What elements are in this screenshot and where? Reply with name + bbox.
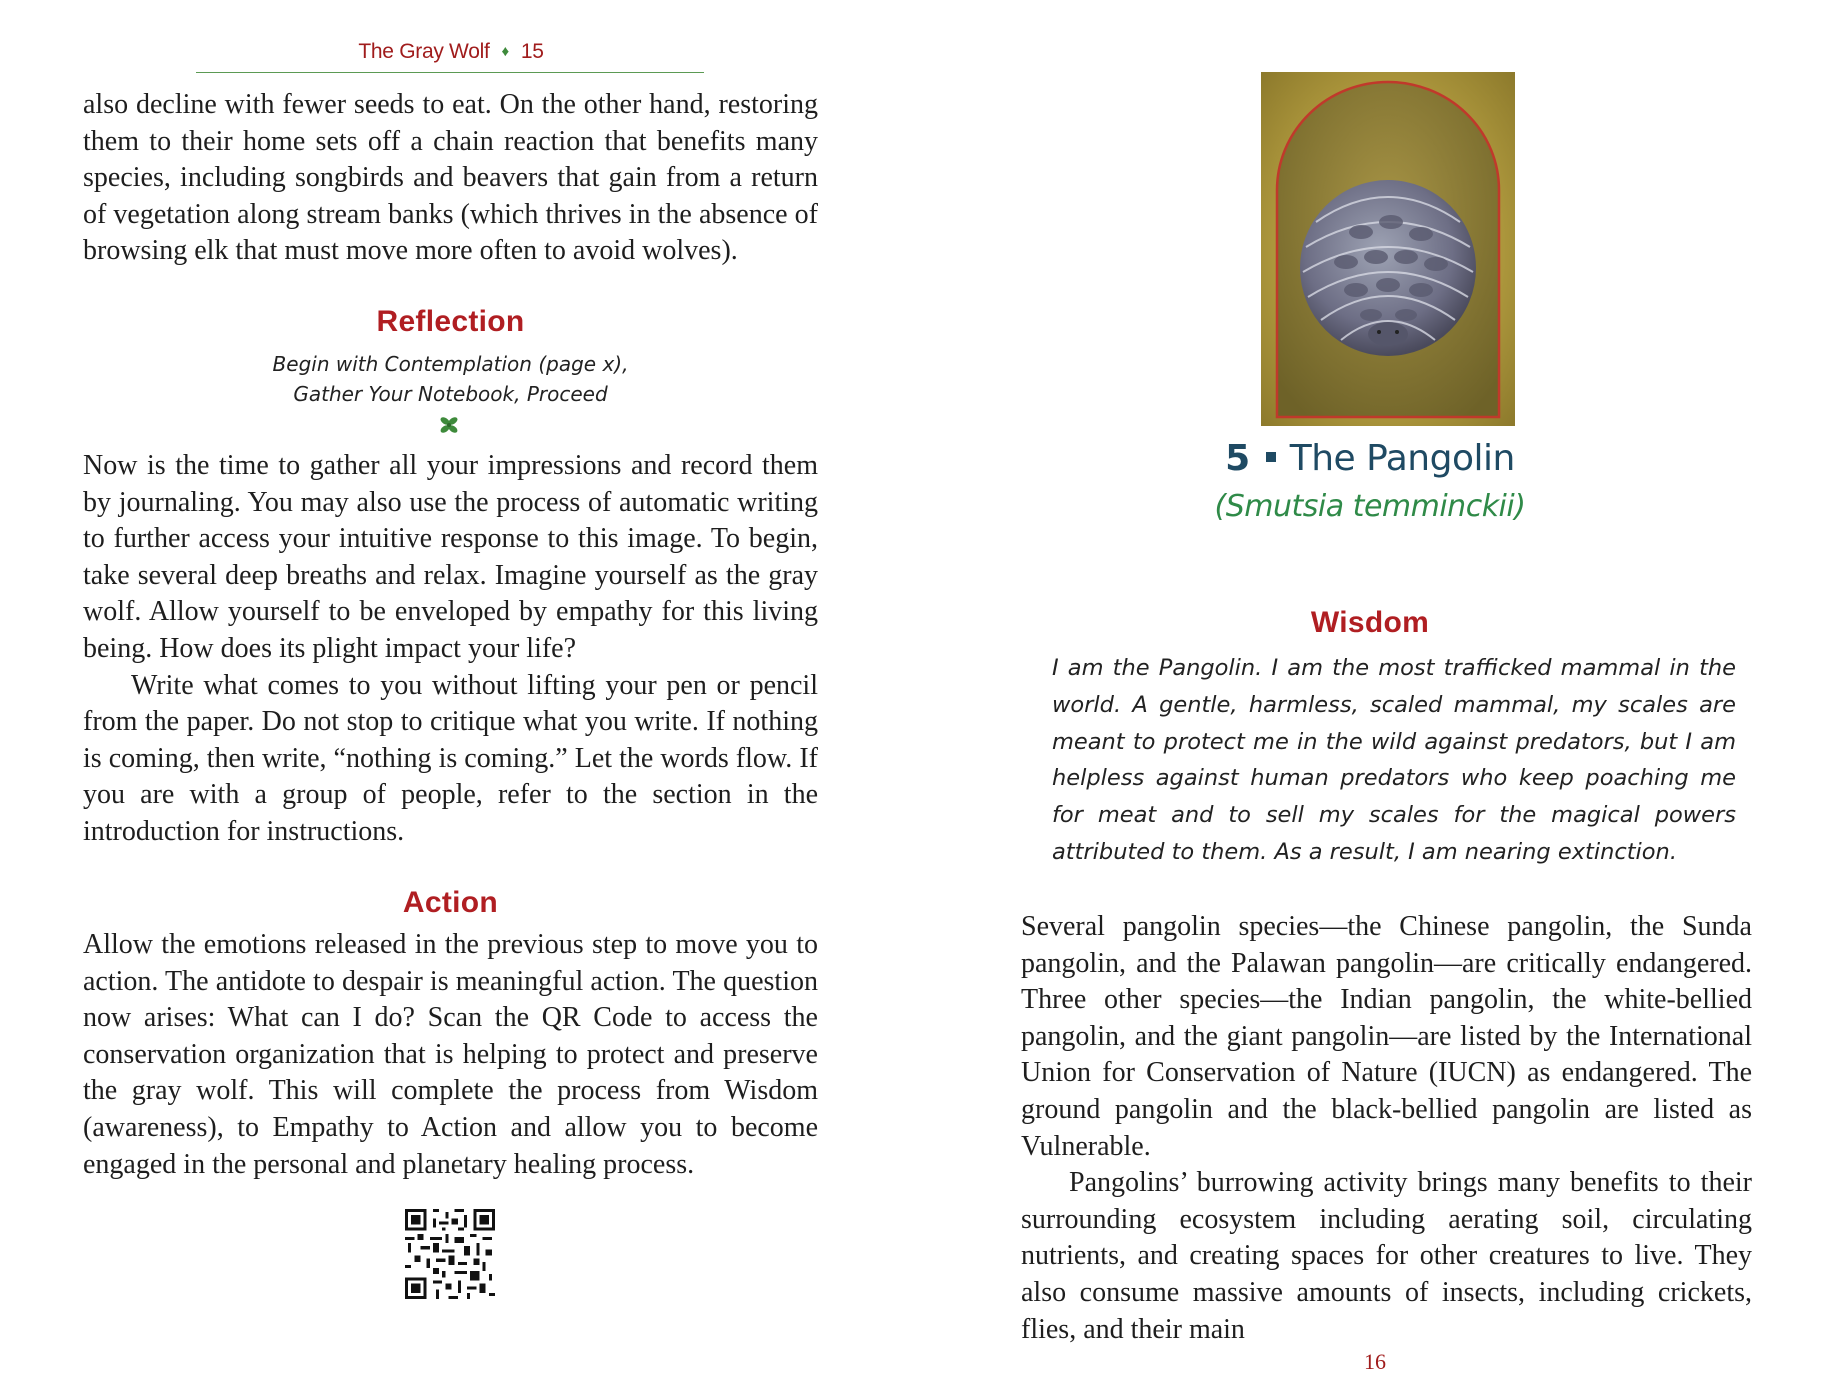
- qr-code[interactable]: [405, 1209, 495, 1299]
- body-paragraph-2: Pangolins’ burrowing activity brings many benefits to their surrounding ecosystem including aerating soil, circulating nutrients, and creating spaces for other creatures to live. They also consume massive amounts of insects, including crickets, flies, and their main: [1021, 1167, 1752, 1345]
- wisdom-quote: I am the Pangolin. I am the most trafficked mammal in the world. A gentle, harmless, scaled mammal, my scales are meant to protect me in the wild against predators, but I am helpless against human predators who keep poaching me for meat and to sell my scales for the magical powers attributed to them. As a result, I am nearing extinction.: [1052, 655, 1736, 865]
- chapter-title-text: The Pangolin: [1289, 438, 1515, 479]
- header-rule: [196, 72, 704, 73]
- action-text: [83, 927, 818, 1183]
- leaf-icon: ♦: [501, 43, 509, 60]
- reflection-text: [83, 448, 818, 851]
- reflection-instruction-line1: Begin with Contemplation (page x),: [272, 352, 629, 376]
- chapter-title: [975, 438, 1765, 479]
- pangolin-body-text: [1021, 909, 1752, 1348]
- body-paragraph-1: Several pangolin species—the Chinese pangolin, the Sunda pangolin, and the Palawan pangolin—are critically endangered. Three other species—the Indian pangolin, the white-bellied pangolin, and the giant pangolin—are listed by the International Union for Conservation of Nature (IUCN) as endangered. The ground pangolin and the black-bellied pangolin are listed as Vulnerable.: [1021, 911, 1752, 1162]
- bullet-square-icon: [1266, 452, 1276, 462]
- action-paragraph: Allow the emotions released in the previous step to move you to action. The antidote to despair is meaningful action. The question now arises: What can I do? Scan the QR Code to access the conservation organization that is helping to protect and preserve the gray wolf. This will complete the process from Wisdom (awareness), to Empathy to Action and allow you to become engaged in the personal and planetary healing process.: [83, 929, 818, 1180]
- chapter-number: 5: [1225, 438, 1250, 479]
- reflection-paragraph-2: Write what comes to you without lifting your pen or pencil from the paper. Do not stop to critique what you write. If nothing is coming, then write, “nothing is coming.” Let the words flow. If you are with a group of people, refer to the section in the introduction for instructions.: [83, 669, 818, 847]
- right-page: [915, 0, 1830, 1396]
- running-head-title: The Gray Wolf: [358, 40, 490, 63]
- reflection-paragraph-1: Now is the time to gather all your impressions and record them by journaling. You may also use the process of automatic writing to further access your intuitive response to this image. To begin, take several deep breaths and relax. Imagine yourself as the gray wolf. Allow yourself to be enveloped by empathy for this living being. How does its plight impact your life?: [83, 450, 818, 664]
- wisdom-heading: Wisdom: [1310, 606, 1430, 639]
- intro-paragraph: also decline with fewer seeds to eat. On the other hand, restoring them to their home sets off a chain reaction that benefits many species, including songbirds and beavers that gain from a return of vegetation along stream banks (which thrives in the absence of browsing elk that must move more often to avoid wolves).: [83, 89, 818, 267]
- reflection-instruction-line2: Gather Your Notebook, Proceed: [293, 382, 608, 406]
- running-head: [196, 40, 706, 64]
- pangolin-illustration: [1261, 72, 1515, 426]
- action-heading: Action: [402, 886, 499, 919]
- reflection-heading: Reflection: [376, 305, 525, 338]
- intro-text: [83, 87, 818, 270]
- scientific-name: (Smutsia temminckii): [1214, 489, 1526, 524]
- running-head-page-number: 15: [520, 40, 544, 63]
- page-number: 16: [1364, 1349, 1386, 1374]
- leaf-ornament-icon: [438, 414, 460, 436]
- reflection-instructions: [83, 349, 818, 409]
